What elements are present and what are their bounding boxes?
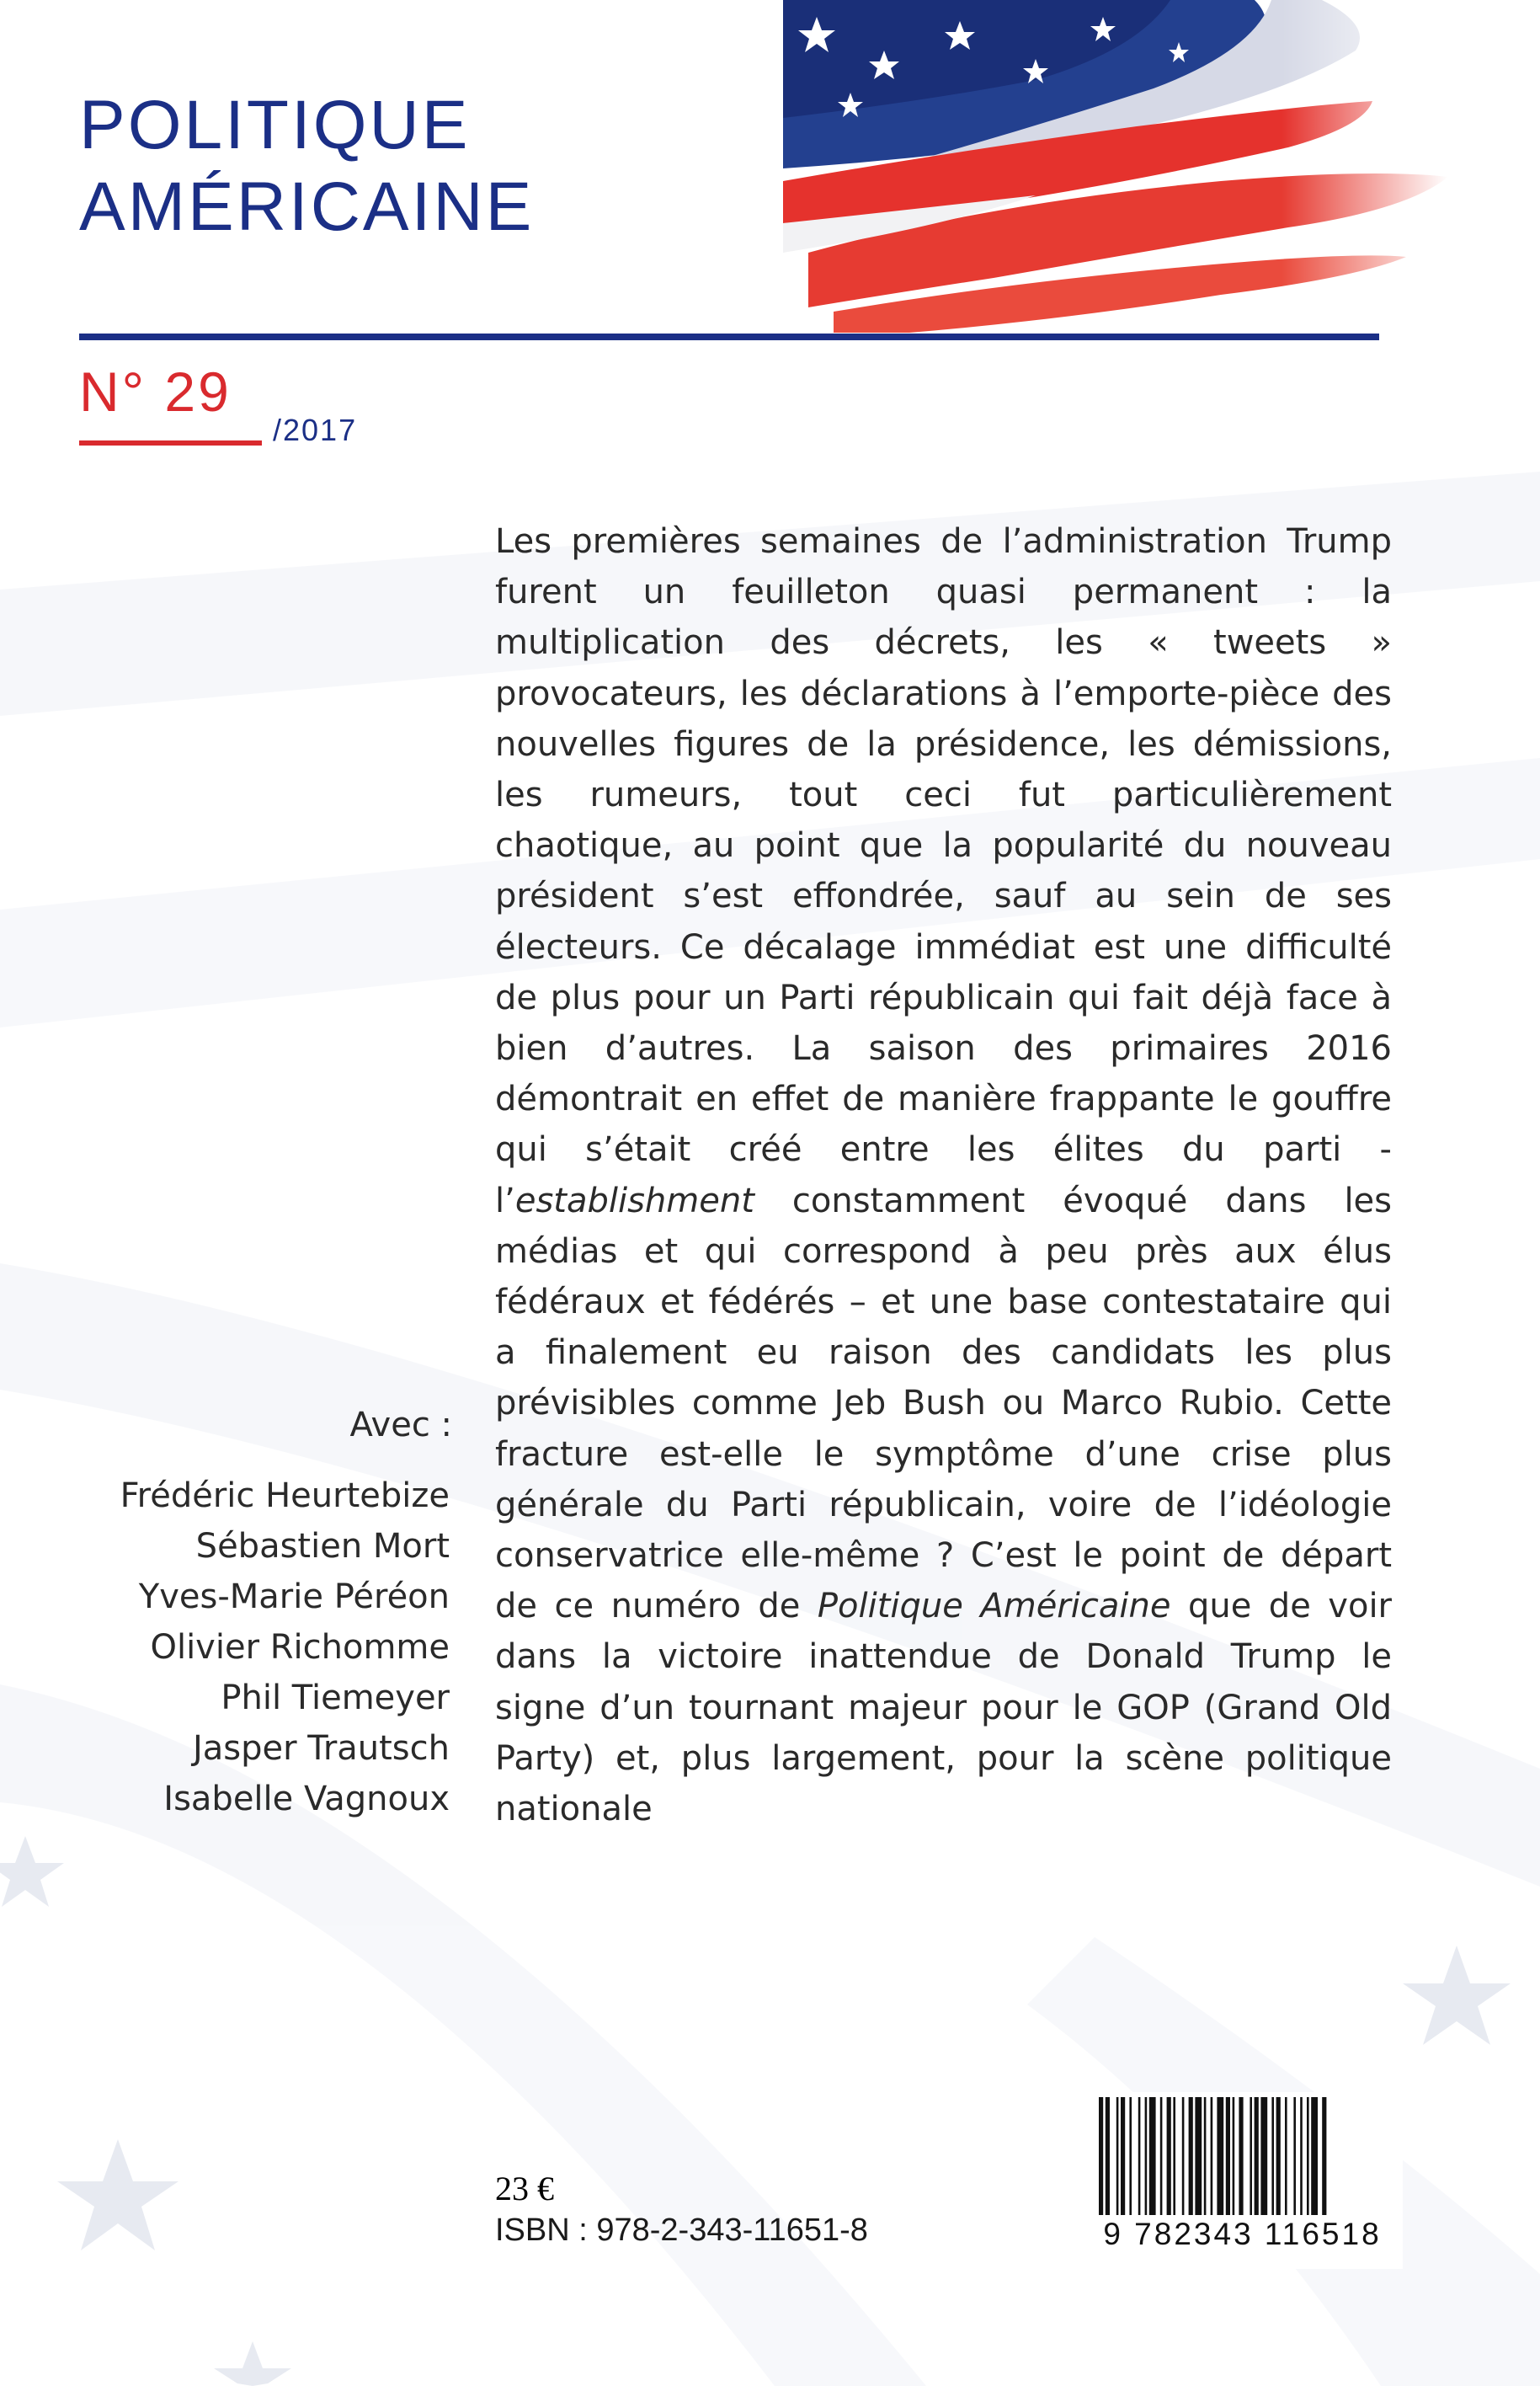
barcode-bar (1173, 2097, 1175, 2215)
barcode-bar (1217, 2097, 1223, 2215)
barcode-bar (1285, 2097, 1287, 2215)
barcode-bar (1189, 2097, 1193, 2215)
barcode-bar (1271, 2097, 1274, 2215)
barcode-bar (1116, 2097, 1119, 2215)
barcode-bar (1121, 2097, 1125, 2215)
contributor-name: Jasper Trautsch (192, 1729, 450, 1768)
journal-title-line2: AMÉRICAINE (79, 168, 535, 245)
contributor-name: Phil Tiemeyer (221, 1679, 450, 1717)
barcode-bar (1322, 2097, 1326, 2215)
barcode-bar (1099, 2097, 1103, 2215)
barcode-bar (1106, 2097, 1110, 2215)
barcode-bar (1182, 2097, 1185, 2215)
summary-text-part2: constamment évoqué dans les médias et qui correspond à peu près aux élus fédéraux et fédérés – et une base contestataire qui a finalement eu raison des candidats les plus prévisibles comme Jeb Bush ou Marco Rubio. Cette fracture est-elle le symptôme d’une crise plus générale du Parti républicain, voire de l’idéologie conservatrice elle-même ? C’est le point de départ de ce numéro de (495, 1181, 1392, 1626)
barcode-bar (1167, 2097, 1171, 2215)
barcode-bar (1138, 2097, 1141, 2215)
header-divider (79, 334, 1379, 340)
contributor-name: Yves-Marie Péréon (138, 1577, 450, 1616)
summary-text-part1: Les premières semaines de l’administration Trump furent un feuilleton quasi permanent : la multiplication des décrets, les « tweets » provocateurs, les déclarations à l’emporte-pièce des nouvelles figures de la présidence, les démissions, les rumeurs, tout ceci fut particulièrement chaotique, au point que la popularité du nouveau président s’est effondrée, sauf au sein de ses électeurs. Ce décalage immédiat est une difficulté de plus pour un Parti républicain qui fait déjà face à bien d’autres. La saison des primaires 2016 démontrait en effet de manière frappante le gouffre qui s’était créé entre les élites du parti - l’ (495, 522, 1392, 1220)
issue-underline (79, 440, 262, 446)
summary-text-part3: que de voir dans la victoire inattendue de Donald Trump le signe d’un tournant majeur pour le GOP (Grand Old Party) et, plus largement, pour la scène politique nationale (495, 1587, 1392, 1829)
barcode-bar (1226, 2097, 1230, 2215)
barcode-bar (1145, 2097, 1148, 2215)
price: 23 € (495, 2170, 554, 2207)
barcode-bar (1211, 2097, 1213, 2215)
barcode-bar (1239, 2097, 1243, 2215)
barcode-bar (1160, 2097, 1163, 2215)
barcode-bar (1293, 2097, 1296, 2215)
barcode-bar (1311, 2097, 1318, 2215)
issue-number: N° 29 (79, 360, 232, 423)
barcode-bar (1233, 2097, 1235, 2215)
barcode-bar (1129, 2097, 1132, 2215)
summary-italic-establishment: establishment (514, 1181, 754, 1220)
contributor-name: Olivier Richomme (150, 1628, 450, 1667)
back-cover-summary (495, 516, 1392, 1834)
isbn: ISBN : 978-2-343-11651-8 (495, 2213, 868, 2248)
barcode-digits: 9 782343 116518 (1103, 2217, 1382, 2251)
contributors-label: Avec : (349, 1406, 452, 1444)
contributor-name: Isabelle Vagnoux (163, 1780, 450, 1818)
summary-italic-journal-name: Politique Américaine (817, 1587, 1171, 1626)
flag-brush-illustration (783, 0, 1448, 333)
contributor-name: Sébastien Mort (195, 1527, 450, 1566)
issue-year: /2017 (273, 413, 358, 447)
barcode-bar (1255, 2097, 1259, 2215)
contributor-name: Frédéric Heurtebize (120, 1476, 450, 1515)
barcode-bar (1300, 2097, 1303, 2215)
barcode-bar (1276, 2097, 1281, 2215)
journal-title-line1: POLITIQUE (79, 87, 471, 163)
barcode-area (1082, 2092, 1403, 2269)
barcode-bar (1149, 2097, 1156, 2215)
barcode-bars (1097, 2097, 1388, 2215)
barcode-bar (1307, 2097, 1309, 2215)
barcode-bar (1260, 2097, 1267, 2215)
barcode-bar (1204, 2097, 1207, 2215)
barcode-bar (1250, 2097, 1252, 2215)
contributors-list (120, 1471, 450, 1824)
barcode-bar (1195, 2097, 1202, 2215)
